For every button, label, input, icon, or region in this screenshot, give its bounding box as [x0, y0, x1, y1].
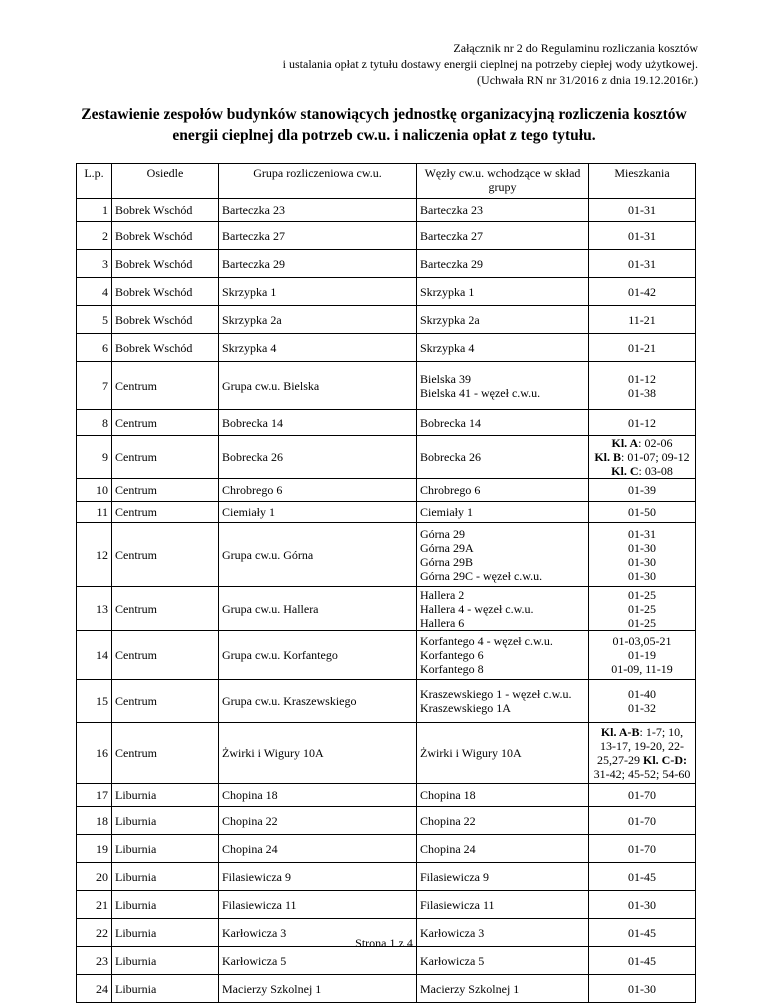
table-header-row: [77, 164, 696, 199]
klatka-label: Kl. A: [611, 436, 639, 450]
table-row: [77, 863, 696, 891]
cell-mieszkania: [589, 891, 696, 919]
cell-mieszkania: [589, 784, 696, 807]
cell-lp: 16: [77, 723, 112, 784]
cell-mieszkania: [589, 199, 696, 222]
cell-grupa: Skrzypka 2a: [219, 306, 417, 334]
mieszkania-range: 01-30: [628, 540, 656, 555]
cell-osiedle: Liburnia: [112, 835, 219, 863]
cell-wezly: [417, 523, 589, 587]
cell-grupa: Grupa cw.u. Hallera: [219, 587, 417, 631]
cell-osiedle: Liburnia: [112, 784, 219, 807]
cell-grupa: Karłowicza 5: [219, 947, 417, 975]
cell-osiedle: Liburnia: [112, 919, 219, 947]
table-row: [77, 723, 696, 784]
table-row: [77, 784, 696, 807]
cell-osiedle: Liburnia: [112, 863, 219, 891]
mieszkania-range: 01-31: [628, 256, 656, 271]
wezel-line: Górna 29: [420, 526, 465, 541]
cell-wezly: [417, 410, 589, 436]
cell-wezly: [417, 250, 589, 278]
mieszkania-line: [592, 416, 692, 430]
cell-wezly: [417, 222, 589, 250]
header-wezly: Węzły cw.u. wchodzące w skład grupy: [417, 164, 589, 199]
mieszkania-range: 01-30: [628, 568, 656, 583]
cell-osiedle: Centrum: [112, 436, 219, 479]
klatka-label: Kl. B: [594, 450, 621, 464]
table-row: [77, 222, 696, 250]
cell-grupa: Chopina 18: [219, 784, 417, 807]
cell-lp: 9: [77, 436, 112, 479]
table-row: [77, 975, 696, 1003]
mieszkania-range: 01-45: [628, 953, 656, 968]
mieszkania-range: 01-45: [628, 869, 656, 884]
cell-wezly: [417, 807, 589, 835]
cell-lp: 5: [77, 306, 112, 334]
mieszkania-line: [592, 814, 692, 828]
cell-osiedle: Bobrek Wschód: [112, 222, 219, 250]
cell-osiedle: Centrum: [112, 723, 219, 784]
cell-osiedle: Bobrek Wschód: [112, 199, 219, 222]
mieszkania-range: 01-45: [628, 925, 656, 940]
wezel-line: Barteczka 29: [420, 256, 483, 271]
mieszkania-range: 01-70: [628, 841, 656, 856]
wezel-line: Filasiewicza 11: [420, 897, 495, 912]
cell-grupa: Chopina 22: [219, 807, 417, 835]
cell-osiedle: Liburnia: [112, 975, 219, 1003]
mieszkania-line: [592, 701, 692, 715]
mieszkania-line: [592, 313, 692, 327]
mieszkania-range: 01-31: [628, 203, 656, 217]
cell-mieszkania: [589, 502, 696, 523]
mieszkania-line: [592, 341, 692, 355]
wezel-line: Chopina 24: [420, 841, 476, 856]
header-mieszkania: Mieszkania: [589, 164, 696, 199]
wezel-line: Hallera 6: [420, 615, 465, 630]
mieszkania-range: 01-31: [628, 228, 656, 243]
mieszkania-line: [592, 662, 692, 676]
cell-osiedle: Centrum: [112, 631, 219, 680]
cell-grupa: Filasiewicza 11: [219, 891, 417, 919]
klatka-label: Kl. C-D:: [643, 753, 687, 767]
cell-mieszkania: [589, 306, 696, 334]
cell-osiedle: Centrum: [112, 362, 219, 410]
cell-lp: 8: [77, 410, 112, 436]
mieszkania-line: [592, 898, 692, 912]
mieszkania-line: [592, 687, 692, 701]
cell-mieszkania: [589, 807, 696, 835]
table-row: [77, 410, 696, 436]
cell-mieszkania: [589, 975, 696, 1003]
cell-osiedle: Centrum: [112, 523, 219, 587]
groups-table: [76, 163, 696, 1003]
wezel-line: Bobrecka 14: [420, 415, 481, 430]
mieszkania-range: 01-32: [628, 701, 656, 715]
table-row: [77, 680, 696, 723]
mieszkania-line: [592, 555, 692, 569]
cell-mieszkania: [589, 479, 696, 502]
cell-wezly: [417, 436, 589, 479]
mieszkania-range: 01-31: [628, 526, 656, 541]
cell-mieszkania: [589, 680, 696, 723]
header-lp: L.p.: [77, 164, 112, 199]
header-note-line: i ustalania opłat z tytułu dostawy energii cieplnej na potrzeby ciepłej wody użytkowej.: [282, 57, 698, 71]
wezel-line: Barteczka 23: [420, 203, 483, 217]
mieszkania-range: 01-38: [628, 385, 656, 400]
mieszkania-line: [592, 634, 692, 648]
cell-lp: 18: [77, 807, 112, 835]
header-note-line: (Uchwała RN nr 31/2016 z dnia 19.12.2016r.): [477, 73, 698, 87]
mieszkania-range: 31-42; 45-52; 54-60: [593, 767, 691, 781]
table-row: [77, 250, 696, 278]
cell-grupa: Chrobrego 6: [219, 479, 417, 502]
mieszkania-range: : 1-7; 10, 13-17, 19-20, 22-25,27-29: [597, 725, 684, 767]
cell-lp: 2: [77, 222, 112, 250]
wezel-line: Górna 29C - węzeł c.w.u.: [420, 568, 543, 583]
table-row: [77, 587, 696, 631]
cell-grupa: Żwirki i Wigury 10A: [219, 723, 417, 784]
mieszkania-range: 01-40: [628, 687, 656, 701]
mieszkania-line: [592, 483, 692, 497]
mieszkania-line: [592, 203, 692, 217]
mieszkania-line: [592, 588, 692, 602]
cell-lp: 1: [77, 199, 112, 222]
table-row: [77, 502, 696, 523]
mieszkania-range: 01-25: [628, 601, 656, 616]
cell-lp: 21: [77, 891, 112, 919]
table-body: [77, 199, 696, 1003]
table-row: [77, 436, 696, 479]
mieszkania-range: 01-19: [628, 648, 656, 662]
cell-lp: 20: [77, 863, 112, 891]
cell-grupa: Chopina 24: [219, 835, 417, 863]
cell-grupa: Bobrecka 14: [219, 410, 417, 436]
wezel-line: Ciemiały 1: [420, 505, 473, 519]
table-row: [77, 891, 696, 919]
mieszkania-range: 01-12: [628, 415, 656, 430]
mieszkania-line: [592, 450, 692, 464]
cell-wezly: [417, 680, 589, 723]
wezel-line: Skrzypka 4: [420, 340, 475, 355]
cell-osiedle: Bobrek Wschód: [112, 306, 219, 334]
cell-wezly: [417, 479, 589, 502]
mieszkania-range: 01-09, 11-19: [611, 662, 673, 676]
mieszkania-range: 01-50: [628, 505, 656, 519]
table-row: [77, 199, 696, 222]
cell-wezly: [417, 835, 589, 863]
cell-osiedle: Centrum: [112, 587, 219, 631]
cell-grupa: Karłowicza 3: [219, 919, 417, 947]
mieszkania-range: : 01-07; 09-12: [621, 450, 690, 464]
mieszkania-range: : 02-06: [638, 436, 673, 450]
cell-lp: 12: [77, 523, 112, 587]
cell-wezly: [417, 631, 589, 680]
cell-wezly: [417, 891, 589, 919]
cell-osiedle: Liburnia: [112, 947, 219, 975]
title-line: energii cieplnej dla potrzeb cw.u. i naliczenia opłat z tego tytułu.: [172, 127, 596, 144]
mieszkania-line: [592, 788, 692, 802]
cell-lp: 10: [77, 479, 112, 502]
table-row: [77, 807, 696, 835]
cell-grupa: Skrzypka 4: [219, 334, 417, 362]
cell-wezly: [417, 502, 589, 523]
cell-grupa: Grupa cw.u. Korfantego: [219, 631, 417, 680]
wezel-line: Korfantego 6: [420, 648, 484, 662]
cell-osiedle: Bobrek Wschód: [112, 278, 219, 306]
cell-grupa: Barteczka 27: [219, 222, 417, 250]
wezel-line: Skrzypka 2a: [420, 312, 480, 327]
title-line: Zestawienie zespołów budynków stanowiących jednostkę organizacyjną rozliczenia kosztów: [81, 106, 687, 123]
wezel-line: Macierzy Szkolnej 1: [420, 981, 520, 996]
mieszkania-line: [592, 527, 692, 541]
cell-mieszkania: [589, 362, 696, 410]
cell-wezly: [417, 334, 589, 362]
mieszkania-range: 01-30: [628, 897, 656, 912]
cell-lp: 22: [77, 919, 112, 947]
header-note-line: Załącznik nr 2 do Regulaminu rozliczania kosztów: [453, 41, 698, 55]
wezel-line: Kraszewskiego 1 - węzeł c.w.u.: [420, 687, 572, 701]
mieszkania-range: 01-12: [628, 371, 656, 386]
table-row: [77, 306, 696, 334]
cell-lp: 14: [77, 631, 112, 680]
wezel-line: Żwirki i Wigury 10A: [420, 746, 522, 760]
mieszkania-line: [592, 541, 692, 555]
cell-grupa: Barteczka 23: [219, 199, 417, 222]
cell-wezly: [417, 362, 589, 410]
mieszkania-range: 01-03,05-21: [612, 634, 672, 648]
header-osiedle: Osiedle: [112, 164, 219, 199]
table-row: [77, 278, 696, 306]
mieszkania-range: : 03-08: [638, 464, 673, 478]
klatka-label: Kl. A-B: [600, 725, 640, 739]
cell-wezly: [417, 278, 589, 306]
document-header-note: [283, 40, 698, 88]
cell-grupa: Grupa cw.u. Kraszewskiego: [219, 680, 417, 723]
cell-wezly: [417, 975, 589, 1003]
mieszkania-line: [592, 464, 692, 478]
mieszkania-line: [592, 982, 692, 996]
cell-osiedle: Centrum: [112, 680, 219, 723]
cell-mieszkania: [589, 436, 696, 479]
mieszkania-line: [592, 842, 692, 856]
cell-grupa: Grupa cw.u. Bielska: [219, 362, 417, 410]
wezel-line: Korfantego 8: [420, 662, 484, 676]
wezel-line: Bobrecka 26: [420, 450, 481, 464]
mieszkania-range: 01-30: [628, 554, 656, 569]
cell-grupa: Ciemiały 1: [219, 502, 417, 523]
cell-mieszkania: [589, 278, 696, 306]
mieszkania-range: 01-21: [628, 340, 656, 355]
cell-grupa: Bobrecka 26: [219, 436, 417, 479]
document-title: [50, 104, 718, 146]
cell-osiedle: Liburnia: [112, 891, 219, 919]
wezel-line: Karłowicza 5: [420, 953, 485, 968]
table-row: [77, 835, 696, 863]
cell-osiedle: Centrum: [112, 502, 219, 523]
cell-mieszkania: [589, 631, 696, 680]
cell-lp: 15: [77, 680, 112, 723]
cell-mieszkania: [589, 835, 696, 863]
cell-mieszkania: [589, 222, 696, 250]
cell-wezly: [417, 306, 589, 334]
cell-mieszkania: [589, 250, 696, 278]
cell-grupa: Skrzypka 1: [219, 278, 417, 306]
cell-mieszkania: [589, 723, 696, 784]
wezel-line: Karłowicza 3: [420, 925, 485, 940]
mieszkania-line: [592, 372, 692, 386]
cell-grupa: Barteczka 29: [219, 250, 417, 278]
wezel-line: Górna 29A: [420, 540, 474, 555]
klatka-label: Kl. C: [611, 464, 639, 478]
cell-mieszkania: [589, 523, 696, 587]
wezel-line: Korfantego 4 - węzeł c.w.u.: [420, 634, 553, 648]
wezel-line: Hallera 2: [420, 587, 465, 602]
cell-mieszkania: [589, 334, 696, 362]
cell-lp: 13: [77, 587, 112, 631]
mieszkania-range: 01-70: [628, 788, 656, 802]
wezel-line: Barteczka 27: [420, 228, 483, 243]
wezel-line: Hallera 4 - węzeł c.w.u.: [420, 601, 534, 616]
header-grupa: Grupa rozliczeniowa cw.u.: [219, 164, 417, 199]
cell-osiedle: Centrum: [112, 479, 219, 502]
cell-mieszkania: [589, 410, 696, 436]
cell-lp: 23: [77, 947, 112, 975]
mieszkania-range: 01-25: [628, 587, 656, 602]
table-row: [77, 334, 696, 362]
cell-lp: 7: [77, 362, 112, 410]
cell-grupa: Grupa cw.u. Górna: [219, 523, 417, 587]
cell-mieszkania: [589, 587, 696, 631]
mieszkania-line: [592, 725, 692, 781]
mieszkania-line: [592, 505, 692, 519]
mieszkania-line: [592, 285, 692, 299]
mieszkania-range: 01-70: [628, 813, 656, 828]
mieszkania-line: [592, 436, 692, 450]
mieszkania-line: [592, 569, 692, 583]
cell-lp: 3: [77, 250, 112, 278]
cell-lp: 24: [77, 975, 112, 1003]
wezel-line: Chopina 18: [420, 788, 476, 802]
mieszkania-line: [592, 229, 692, 243]
page-footer: Strona 1 z 4: [355, 936, 413, 950]
cell-lp: 6: [77, 334, 112, 362]
cell-osiedle: Bobrek Wschód: [112, 334, 219, 362]
wezel-line: Chrobrego 6: [420, 483, 481, 497]
mieszkania-line: [592, 954, 692, 968]
cell-osiedle: Centrum: [112, 410, 219, 436]
cell-lp: 11: [77, 502, 112, 523]
cell-osiedle: Liburnia: [112, 807, 219, 835]
table-row: [77, 479, 696, 502]
cell-wezly: [417, 199, 589, 222]
cell-lp: 4: [77, 278, 112, 306]
table-row: [77, 523, 696, 587]
table-row: [77, 631, 696, 680]
table-row: [77, 362, 696, 410]
mieszkania-range: 01-42: [628, 284, 656, 299]
mieszkania-line: [592, 602, 692, 616]
cell-wezly: [417, 723, 589, 784]
mieszkania-line: [592, 648, 692, 662]
mieszkania-line: [592, 386, 692, 400]
wezel-line: Chopina 22: [420, 813, 476, 828]
cell-lp: 19: [77, 835, 112, 863]
cell-osiedle: Bobrek Wschód: [112, 250, 219, 278]
wezel-line: Kraszewskiego 1A: [420, 701, 511, 715]
wezel-line: Bielska 39: [420, 371, 471, 386]
wezel-line: Filasiewicza 9: [420, 869, 489, 884]
wezel-line: Bielska 41 - węzeł c.w.u.: [420, 385, 541, 400]
cell-wezly: [417, 587, 589, 631]
mieszkania-line: [592, 870, 692, 884]
cell-wezly: [417, 863, 589, 891]
mieszkania-line: [592, 257, 692, 271]
cell-mieszkania: [589, 863, 696, 891]
mieszkania-range: 01-25: [628, 615, 656, 630]
cell-grupa: Macierzy Szkolnej 1: [219, 975, 417, 1003]
mieszkania-line: [592, 616, 692, 630]
mieszkania-range: 01-30: [628, 981, 656, 996]
mieszkania-range: 01-39: [628, 483, 656, 497]
cell-wezly: [417, 784, 589, 807]
cell-lp: 17: [77, 784, 112, 807]
mieszkania-range: 11-21: [628, 312, 656, 327]
wezel-line: Skrzypka 1: [420, 284, 475, 299]
cell-grupa: Filasiewicza 9: [219, 863, 417, 891]
wezel-line: Górna 29B: [420, 554, 473, 569]
